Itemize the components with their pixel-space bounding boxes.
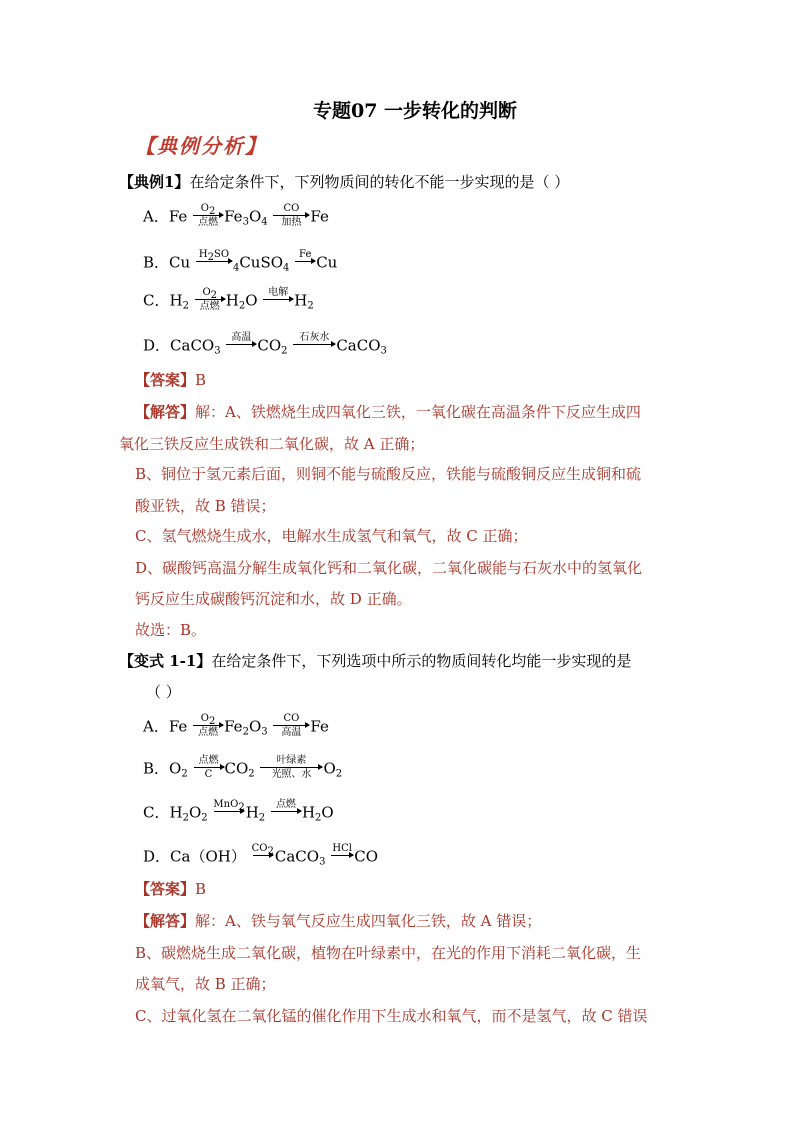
explain-label: 【解答】 <box>135 912 196 930</box>
reaction-arrow: 电解 <box>263 287 293 312</box>
reaction-arrow: 高温 <box>226 332 256 357</box>
explain-1-line-5: C、氢气燃烧生成水，电解水生成氢气和氧气，故 C 正确； <box>135 527 528 545</box>
answer-label: 【答案】 <box>135 880 196 898</box>
option-d[interactable]: D．CaCO$_3$ 高温 $CO_2$ 石灰水 CaCO$_3$ <box>143 332 387 357</box>
formula: CO <box>354 847 378 866</box>
example-tag: 【典例1】 <box>119 173 190 191</box>
formula: CO <box>224 759 249 778</box>
explain-2-line-3: 成氧气，故 B 正确； <box>135 975 276 993</box>
option-letter: D． <box>143 336 171 355</box>
reaction-arrow: MnO$_2$ <box>213 799 245 813</box>
explain-1-line-7: 钙反应生成碳酸钙沉淀和水，故 D 正确。 <box>135 590 412 608</box>
formula: Fe <box>310 207 329 226</box>
formula: CaCO <box>170 336 215 355</box>
option-c[interactable]: C．$H_2$ $O_2$ 点燃 $H_2O$ 电解 $H_2$ <box>143 287 314 312</box>
answer-2 <box>135 879 206 899</box>
explain-1-line-1: 【解答】解：A、铁燃烧生成四氧化三铁，一氧化碳在高温条件下反应生成四 <box>135 403 641 421</box>
page-title: 专题07 一步转化的判断 <box>313 100 518 122</box>
formula: H <box>169 291 183 310</box>
section-heading: 【典例分析】 <box>135 134 267 158</box>
reaction-arrow: HCl <box>332 843 352 854</box>
formula: O <box>169 759 182 778</box>
option-letter: C． <box>143 803 170 822</box>
option-letter: C． <box>143 291 170 310</box>
formula: Fe <box>224 717 243 736</box>
example-tag: 【变式 1-1】 <box>119 652 212 670</box>
explain-2-line-4: C、过氧化氢在二氧化锰的催化作用下生成水和氧气，而不是氢气，故 C 错误 <box>135 1007 648 1025</box>
formula: Cu <box>316 253 338 272</box>
option-a[interactable]: A．Fe $O_2$ 点燃 $Fe_3O_4$ CO 加热 Fe <box>143 203 329 228</box>
answer-1 <box>135 370 206 390</box>
formula: H <box>301 803 316 822</box>
question-1 <box>119 172 569 192</box>
option-b[interactable]: B．$O_2$ 点燃 C $CO_2$ 叶绿素 光照、水 $O_2$ <box>143 755 343 780</box>
option-d[interactable]: D．Ca（OH） $CO_2$ CaCO$_3$ HCl CO <box>143 843 378 868</box>
explain-1-line-2: 氧化三铁反应生成铁和二氧化碳，故 A 正确； <box>119 435 425 453</box>
formula: H <box>169 803 183 822</box>
reaction-arrow: $H_2SO$ <box>196 249 232 274</box>
reaction-arrow: 叶绿素 光照、水 <box>260 755 322 780</box>
option-letter: B． <box>143 759 170 778</box>
option-a[interactable]: A．Fe $O_2$ 点燃 $Fe_2O_3$ CO 高温 Fe <box>143 713 329 738</box>
explain-1-line-3: B、铜位于氢元素后面，则铜不能与硫酸反应，铁能与硫酸铜反应生成铜和硫 <box>135 465 642 483</box>
question-text: 在给定条件下，下列物质间的转化不能一步实现的是（ ） <box>189 173 570 191</box>
formula: CaCO <box>274 847 320 866</box>
reaction-arrow: 石灰水 <box>293 332 335 357</box>
reaction-arrow: $CO_2$ <box>251 843 274 857</box>
option-letter: A． <box>143 207 169 226</box>
explain-label: 【解答】 <box>135 403 196 421</box>
question-text: 在给定条件下，下列选项中所示的物质间转化均能一步实现的是 <box>211 652 632 670</box>
question-2-blank: （ ） <box>146 683 181 701</box>
explain-1-line-8: 故选：B。 <box>135 621 207 639</box>
reaction-arrow: CO 高温 <box>273 713 309 738</box>
question-2 <box>119 651 631 671</box>
option-letter: D． <box>143 847 171 866</box>
reaction-arrow: $O_2$ 点燃 <box>193 713 223 738</box>
answer-label: 【答案】 <box>135 371 196 389</box>
formula: Fe <box>310 717 329 736</box>
formula: Fe <box>168 207 188 226</box>
formula: CO <box>257 336 282 355</box>
reaction-arrow: $O_2$ 点燃 <box>193 203 223 228</box>
formula: Fe <box>168 717 188 736</box>
formula: H <box>245 803 259 822</box>
answer-value: B <box>195 880 207 898</box>
explain-1-line-6: D、碳酸钙高温分解生成氧化钙和二氧化碳，二氧化碳能与石灰水中的氢氧化 <box>135 559 643 577</box>
formula: CaCO <box>336 336 381 355</box>
formula: Fe <box>224 207 243 226</box>
reaction-arrow: $O_2$ 点燃 <box>195 287 225 312</box>
formula: Ca（OH） <box>170 847 246 866</box>
explain-1-line-4: 酸亚铁，故 B 错误； <box>135 497 276 515</box>
formula: Cu <box>169 253 191 272</box>
formula: H <box>294 291 308 310</box>
answer-value: B <box>195 371 207 389</box>
formula: H <box>225 291 239 310</box>
explain-2-line-2: B、碳燃烧生成二氧化碳，植物在叶绿素中，在光的作用下消耗二氧化碳，生 <box>135 944 642 962</box>
option-b[interactable]: B．Cu $H_2SO$ $_4$CuSO$_4$ Fe Cu <box>143 249 338 274</box>
reaction-arrow: 点燃 C <box>194 755 224 780</box>
formula: CuSO <box>239 253 284 272</box>
explain-2-line-1: 【解答】解：A、铁与氧气反应生成四氧化三铁，故 A 错误； <box>135 912 542 930</box>
option-letter: A． <box>143 717 169 736</box>
reaction-arrow: CO 加热 <box>273 203 309 228</box>
formula: O <box>323 759 336 778</box>
option-letter: B． <box>143 253 170 272</box>
option-c[interactable]: C．$H_2O_2$ MnO$_2$ $H_2$ 点燃 $H_2O$ <box>143 799 334 824</box>
reaction-arrow: Fe <box>295 249 315 274</box>
reaction-arrow: 点燃 <box>271 799 301 824</box>
